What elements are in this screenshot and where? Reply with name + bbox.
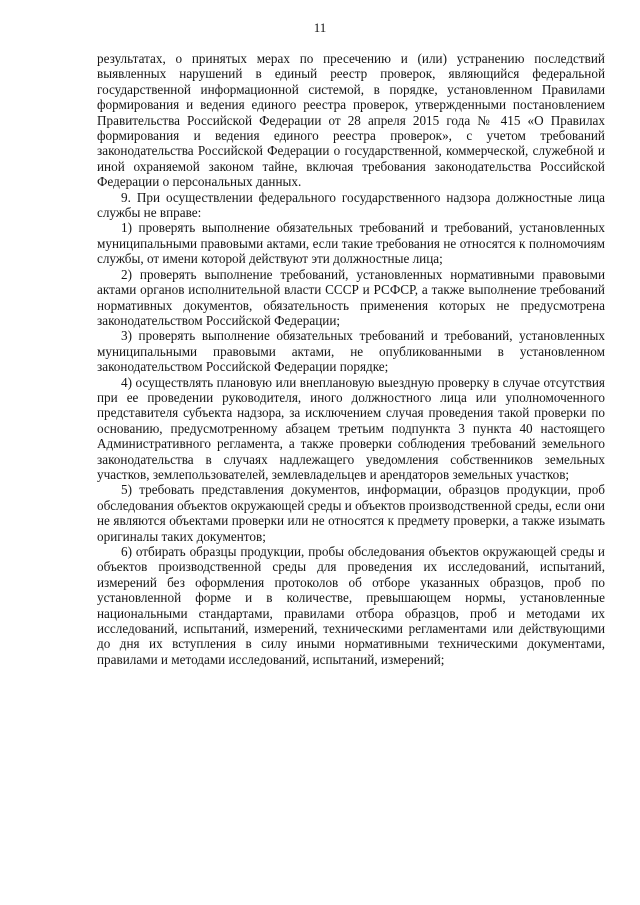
paragraph-subitem-2: 2) проверять выполнение требований, установленных нормативными правовыми актами органов исполнительной власти СССР и РСФСР, а также выполнение требований нормативных документов, обязательность применения которых не предусмотрена законодательством Российской Федерации;	[97, 266, 605, 328]
paragraph-subitem-3: 3) проверять выполнение обязательных требований и требований, установленных муниципальными правовыми актами, не опубликованными в установленном законодательством Российской Федерации порядке;	[97, 328, 605, 375]
paragraph-continuation: результатах, о принятых мерах по пресечению и (или) устранению последствий выявленных нарушений в единый реестр проверок, являющийся федеральной государственной информационной системой, в порядке, установленном Правилами формирования и ведения единого реестра проверок, утвержденными постановлением Правительства Российской Федерации от 28 апреля 2015 года № 415 «О Правилах формирования и ведения единого реестра проверок», с учетом требований законодательства Российской Федерации о государственной, коммерческой, служебной и иной охраняемой законом тайне, включая требования законодательства Российской Федерации о персональных данных.	[97, 51, 605, 190]
paragraph-subitem-4: 4) осуществлять плановую или внеплановую выездную проверку в случае отсутствия при ее проведении руководителя, иного должностного лица или уполномоченного представителя субъекта надзора, за исключением случая проведения такой проверки по основанию, предусмотренному абзацем третьим подпункта 3 пункта 40 настоящего Административного регламента, а также проверки соблюдения требований земельного законодательства в случаях надлежащего уведомления собственников земельных участков, землепользователей, землевладельцев и арендаторов земельных участков;	[97, 374, 605, 482]
paragraph-subitem-5: 5) требовать представления документов, информации, образцов продукции, проб обследования объектов окружающей среды и объектов производственной среды, если они не являются объектами проверки или не относятся к предмету проверки, а также изымать оригиналы таких документов;	[97, 482, 605, 544]
document-body	[97, 51, 605, 667]
paragraph-item-9: 9. При осуществлении федерального государственного надзора должностные лица службы не вправе:	[97, 189, 605, 221]
page-number: 11	[313, 20, 327, 35]
paragraph-subitem-6: 6) отбирать образцы продукции, пробы обследования объектов окружающей среды и объектов производственной среды для проведения их исследований, испытаний, измерений без оформления протоколов об отборе указанных образцов, проб по установленной форме и в количестве, превышающем нормы, установленные национальными стандартами, правилами отбора образцов, проб и методами их исследований, испытаний, измерений, техническими регламентами или действующими до дня их вступления в силу иными нормативными техническими документами, правилами и методами исследований, испытаний, измерений;	[97, 544, 605, 667]
paragraph-subitem-1: 1) проверять выполнение обязательных требований и требований, установленных муниципальными правовыми актами, если такие требования не относятся к полномочиям службы, от имени которой действуют эти должностные лица;	[97, 220, 605, 267]
